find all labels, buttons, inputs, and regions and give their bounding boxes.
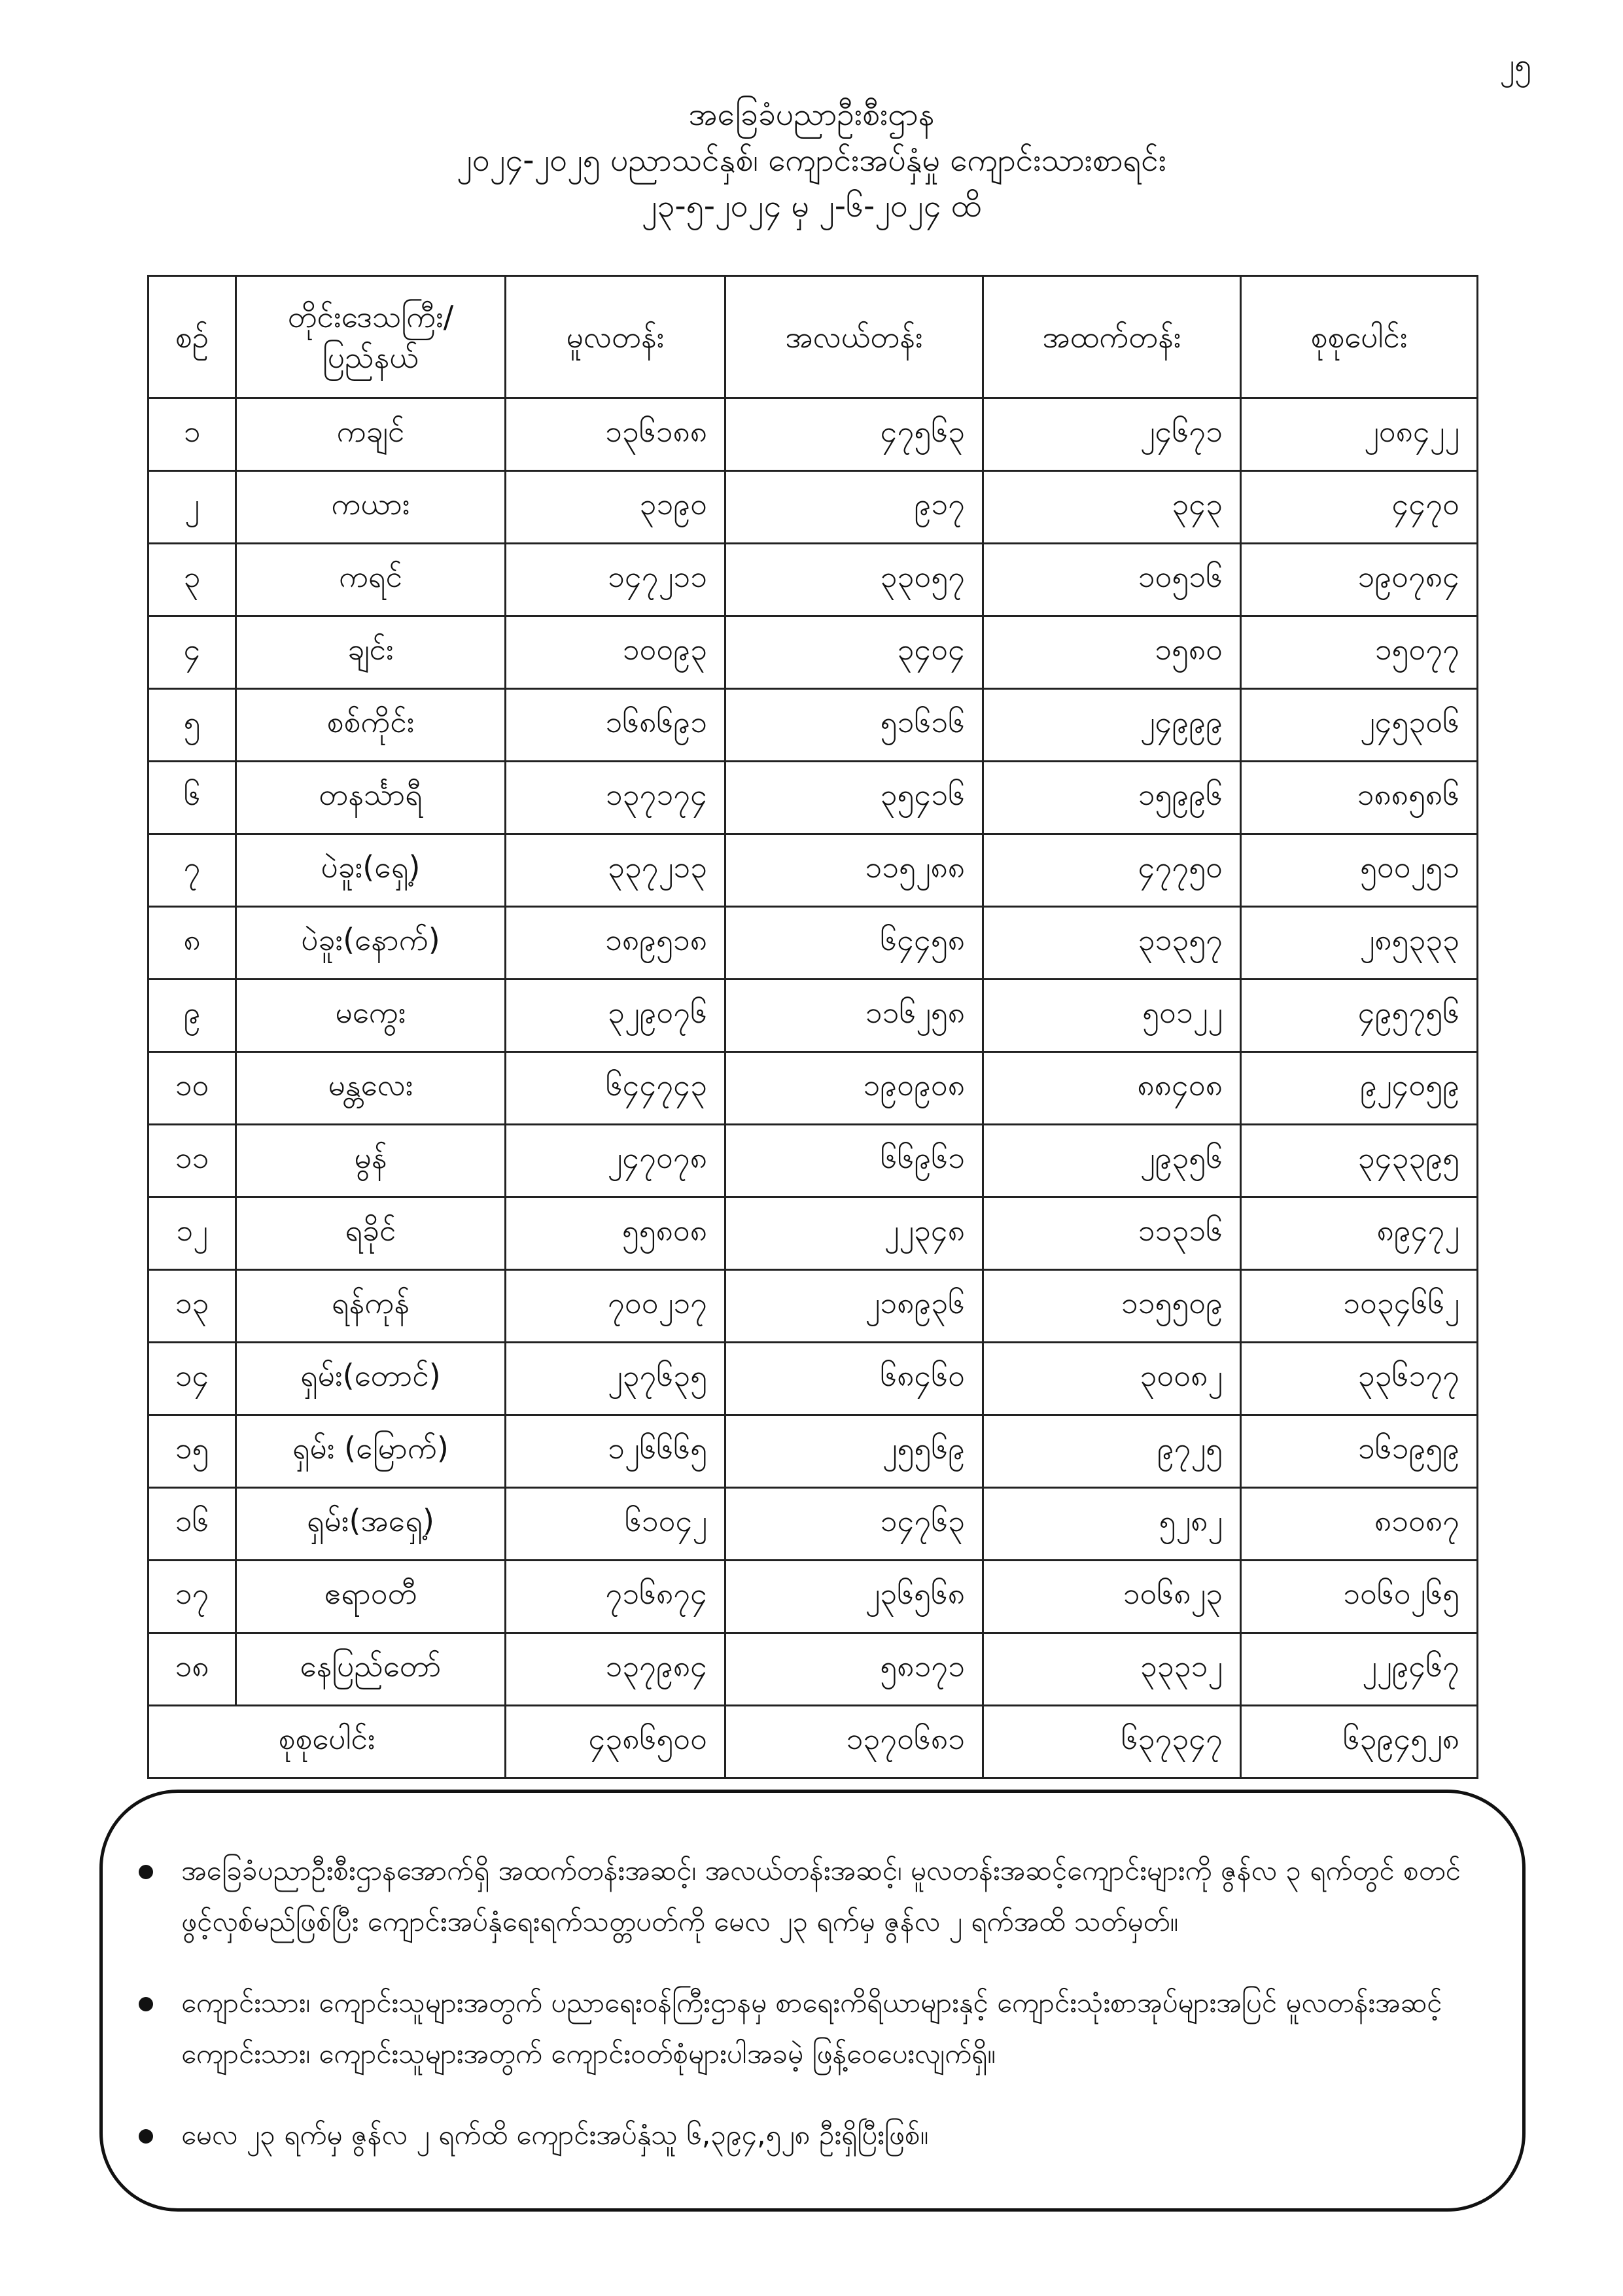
primary-count: ၃၂၉၀၇၆ [506, 980, 725, 1052]
region-name: ချင်း [236, 616, 506, 689]
middle-count: ၃၄၀၄ [725, 616, 983, 689]
row-total: ၈၁၀၈၇ [1241, 1488, 1478, 1561]
region-name: ရှမ်း (မြောက်) [236, 1415, 506, 1488]
region-name: ရှမ်း(အရှေ့) [236, 1488, 506, 1561]
region-name: ရှမ်း(တောင်) [236, 1343, 506, 1415]
row-number: ၁၅ [148, 1415, 236, 1488]
header-department: အခြေခံပညာဦးစီးဌာန [688, 96, 935, 133]
middle-count: ၁၉၀၉၀၈ [725, 1052, 983, 1125]
total-grand: ၆၃၉၄၅၂၈ [1241, 1706, 1478, 1778]
primary-count: ၂၃၇၆၃၅ [506, 1343, 725, 1415]
region-name: မွန် [236, 1125, 506, 1197]
row-number: ၁၁ [148, 1125, 236, 1197]
table-header-row [148, 276, 1478, 398]
high-count: ၅၂၈၂ [983, 1488, 1241, 1561]
row-total: ၄၄၇၀ [1241, 471, 1478, 544]
primary-count: ၅၅၈၀၈ [506, 1197, 725, 1270]
high-count: ၃၀၀၈၂ [983, 1343, 1241, 1415]
high-count: ၃၄၃ [983, 471, 1241, 544]
total-middle: ၁၃၇၀၆၈၁ [725, 1706, 983, 1778]
table-row [148, 1415, 1478, 1488]
region-name: တနင်္သာရီ [236, 762, 506, 834]
row-number: ၁၂ [148, 1197, 236, 1270]
high-count: ၃၃၃၁၂ [983, 1633, 1241, 1706]
middle-count: ၂၂၃၄၈ [725, 1197, 983, 1270]
row-number: ၅ [148, 689, 236, 762]
region-name: ကယား [236, 471, 506, 544]
row-number: ၁၃ [148, 1270, 236, 1343]
row-total: ၈၉၄၇၂ [1241, 1197, 1478, 1270]
row-total: ၁၀၃၄၆၆၂ [1241, 1270, 1478, 1343]
high-count: ၁၁၃၁၆ [983, 1197, 1241, 1270]
middle-count: ၆၈၄၆၀ [725, 1343, 983, 1415]
primary-count: ၃၁၉၀ [506, 471, 725, 544]
note-text: မေလ ၂၃ ရက်မှ ဇွန်လ ၂ ရက်ထိ ကျောင်းအပ်နှံသူ ၆,၃၉၄,၅၂၈ ဦးရှိပြီးဖြစ်။ [181, 2119, 929, 2151]
notes-box [99, 1790, 1526, 2212]
total-high: ၆၃၇၃၄၇ [983, 1706, 1241, 1778]
primary-count: ၁၀၀၉၃ [506, 616, 725, 689]
middle-count: ၆၄၄၅၈ [725, 907, 983, 980]
table-row [148, 1561, 1478, 1633]
middle-count: ၅၁၆၁၆ [725, 689, 983, 762]
region-name: ကချင် [236, 398, 506, 471]
table-row [148, 980, 1478, 1052]
high-count: ၁၀၅၁၆ [983, 544, 1241, 616]
high-count: ၂၄၉၉၉ [983, 689, 1241, 762]
table-row [148, 1488, 1478, 1561]
middle-count: ၁၁၅၂၈၈ [725, 834, 983, 907]
note-text: ကျောင်းသား၊ ကျောင်းသူများအတွက် ပညာရေးဝန်ကြီးဌာနမှ စာရေးကိရိယာများနှင့် ကျောင်းသုံးစာအုပ်များအပြင် မူလတန်းအဆင့်ကျောင်းသား၊ ကျောင်းသူများအတွက် ကျောင်းဝတ်စုံများပါအခမဲ့ ဖြန့်ဝေပေးလျက်ရှိ။ [181, 1987, 1442, 2070]
row-number: ၃ [148, 544, 236, 616]
row-number: ၂ [148, 471, 236, 544]
primary-count: ၁၄၇၂၁၁ [506, 544, 725, 616]
middle-count: ၂၃၆၅၆၈ [725, 1561, 983, 1633]
primary-count: ၃၃၇၂၁၃ [506, 834, 725, 907]
primary-count: ၇၀၀၂၁၇ [506, 1270, 725, 1343]
row-total: ၂၂၉၄၆၇ [1241, 1633, 1478, 1706]
row-total: ၂၄၅၃၀၆ [1241, 689, 1478, 762]
region-name: မန္တလေး [236, 1052, 506, 1125]
table-row [148, 471, 1478, 544]
row-number: ၁၆ [148, 1488, 236, 1561]
high-count: ၉၇၂၅ [983, 1415, 1241, 1488]
primary-count: ၁၈၉၅၁၈ [506, 907, 725, 980]
primary-count: ၁၃၆၁၈၈ [506, 398, 725, 471]
high-count: ၁၅၉၉၆ [983, 762, 1241, 834]
column-header-middle: အလယ်တန်း [725, 276, 983, 398]
table-row [148, 398, 1478, 471]
primary-count: ၆၁၀၄၂ [506, 1488, 725, 1561]
middle-count: ၄၇၅၆၃ [725, 398, 983, 471]
high-count: ၁၅၈၀ [983, 616, 1241, 689]
total-primary: ၄၃၈၆၅၀၀ [506, 1706, 725, 1778]
table-row [148, 907, 1478, 980]
row-number: ၆ [148, 762, 236, 834]
table-row [148, 1270, 1478, 1343]
high-count: ၄၇၇၅၀ [983, 834, 1241, 907]
row-total: ၂၈၅၃၃၃ [1241, 907, 1478, 980]
region-name: ပဲခူး(ရှေ့) [236, 834, 506, 907]
table-row [148, 834, 1478, 907]
table-row [148, 762, 1478, 834]
region-name: ပဲခူး(နောက်) [236, 907, 506, 980]
table-row [148, 1633, 1478, 1706]
document-header [0, 92, 1623, 229]
row-number: ၁၈ [148, 1633, 236, 1706]
primary-count: ၂၄၇၀၇၈ [506, 1125, 725, 1197]
note-text: အခြေခံပညာဦးစီးဌာနအောက်ရှိ အထက်တန်းအဆင့်၊ အလယ်တန်းအဆင့်၊ မူလတန်းအဆင့်ကျောင်းများကို ဇွန်လ ၃ ရက်တွင် စတင်ဖွင့်လှစ်မည်ဖြစ်ပြီး ကျောင်းအပ်နှံရေးရက်သတ္တပတ်ကို မေလ ၂၃ ရက်မှ ဇွန်လ ၂ ရက်အထိ သတ်မှတ်။ [181, 1854, 1461, 1937]
region-name: ရန်ကုန် [236, 1270, 506, 1343]
table-body [148, 398, 1478, 1706]
table-total-row [148, 1706, 1478, 1778]
middle-count: ၃၅၄၁၆ [725, 762, 983, 834]
row-total: ၉၂၄၀၅၉ [1241, 1052, 1478, 1125]
bullet-icon [139, 2129, 153, 2144]
header-date-range: ၂၃-၅-၂၀၂၄ မှ ၂-၆-၂၀၂၄ ထိ [641, 188, 982, 224]
middle-count: ၁၄၇၆၃ [725, 1488, 983, 1561]
high-count: ၁၀၆၈၂၃ [983, 1561, 1241, 1633]
region-name: နေပြည်တော် [236, 1633, 506, 1706]
row-number: ၁၄ [148, 1343, 236, 1415]
high-count: ၂၄၆၇၁ [983, 398, 1241, 471]
high-count: ၁၁၅၅၀၉ [983, 1270, 1241, 1343]
row-total: ၂၀၈၄၂၂ [1241, 398, 1478, 471]
row-total: ၁၀၆၀၂၆၅ [1241, 1561, 1478, 1633]
high-count: ၅၀၁၂၂ [983, 980, 1241, 1052]
table-row [148, 544, 1478, 616]
row-total: ၄၉၅၇၅၆ [1241, 980, 1478, 1052]
high-count: ၂၉၃၅၆ [983, 1125, 1241, 1197]
primary-count: ၁၂၆၆၆၅ [506, 1415, 725, 1488]
row-number: ၁၇ [148, 1561, 236, 1633]
row-number: ၁၀ [148, 1052, 236, 1125]
row-number: ၄ [148, 616, 236, 689]
primary-count: ၁၃၇၁၇၄ [506, 762, 725, 834]
column-header-total: စုစုပေါင်း [1241, 276, 1478, 398]
header-title: ၂၀၂၄-၂၀၂၅ ပညာသင်နှစ်၊ ကျောင်းအပ်နှံမှု ကျောင်းသားစာရင်း [457, 142, 1166, 179]
row-total: ၁၆၁၉၅၉ [1241, 1415, 1478, 1488]
row-total: ၁၈၈၅၈၆ [1241, 762, 1478, 834]
page-number: ၂၅ [1499, 46, 1531, 82]
row-number: ၈ [148, 907, 236, 980]
row-number: ၉ [148, 980, 236, 1052]
primary-count: ၇၁၆၈၇၄ [506, 1561, 725, 1633]
region-name: ကရင် [236, 544, 506, 616]
middle-count: ၆၆၉၆၁ [725, 1125, 983, 1197]
region-name: စစ်ကိုင်း [236, 689, 506, 762]
region-name: ဧရာဝတီ [236, 1561, 506, 1633]
row-total: ၃၄၃၃၉၅ [1241, 1125, 1478, 1197]
middle-count: ၅၈၁၇၁ [725, 1633, 983, 1706]
table-row [148, 616, 1478, 689]
primary-count: ၆၄၄၇၄၃ [506, 1052, 725, 1125]
table-row [148, 1052, 1478, 1125]
table-row [148, 1343, 1478, 1415]
row-total: ၁၅၀၇၇ [1241, 616, 1478, 689]
row-number: ၁ [148, 398, 236, 471]
column-header-no: စဉ် [148, 276, 236, 398]
table-row [148, 1197, 1478, 1270]
table-row [148, 1125, 1478, 1197]
middle-count: ၉၁၇ [725, 471, 983, 544]
high-count: ၈၈၄၀၈ [983, 1052, 1241, 1125]
primary-count: ၁၃၇၉၈၄ [506, 1633, 725, 1706]
enrollment-table [147, 275, 1478, 1779]
middle-count: ၂၁၈၉၃၆ [725, 1270, 983, 1343]
middle-count: ၃၃၀၅၇ [725, 544, 983, 616]
region-name: ရခိုင် [236, 1197, 506, 1270]
bullet-icon [139, 1997, 153, 2011]
total-label: စုစုပေါင်း [148, 1706, 506, 1778]
table-row [148, 689, 1478, 762]
primary-count: ၁၆၈၆၉၁ [506, 689, 725, 762]
column-header-high: အထက်တန်း [983, 276, 1241, 398]
middle-count: ၁၁၆၂၅၈ [725, 980, 983, 1052]
middle-count: ၂၅၅၆၉ [725, 1415, 983, 1488]
row-total: ၁၉၀၇၈၄ [1241, 544, 1478, 616]
bullet-icon [139, 1865, 153, 1879]
row-number: ၇ [148, 834, 236, 907]
column-header-region: တိုင်းဒေသကြီး/ ပြည်နယ် [236, 276, 506, 398]
row-total: ၃၃၆၁၇၇ [1241, 1343, 1478, 1415]
region-name: မကွေး [236, 980, 506, 1052]
row-total: ၅၀၀၂၅၁ [1241, 834, 1478, 907]
high-count: ၃၁၃၅၇ [983, 907, 1241, 980]
column-header-primary: မူလတန်း [506, 276, 725, 398]
